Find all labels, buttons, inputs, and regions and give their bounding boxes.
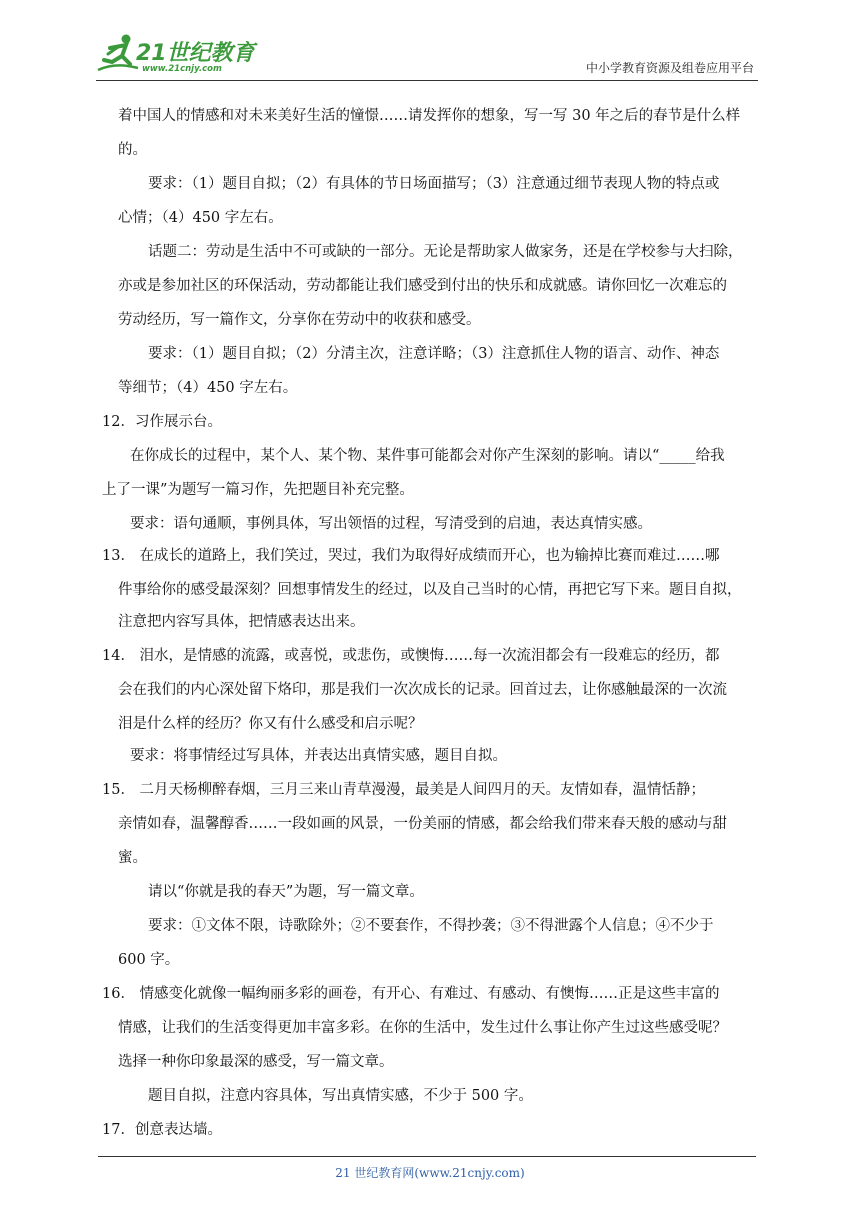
- footer-link[interactable]: 21 世纪教育网(www.21cnjy.com): [335, 1166, 525, 1180]
- page-header: [96, 30, 758, 81]
- text-line: 泪是什么样的经历？你又有什么感受和启示呢？: [118, 716, 423, 732]
- text-line: 600 字。: [118, 952, 180, 968]
- question-heading: 16． 情感变化就像一幅绚丽多彩的画卷，有开心、有难过、有感动、有懊悔……正是这些丰富的: [102, 986, 720, 1002]
- text-line: 着中国人的情感和对未来美好生活的憧憬……请发挥你的想象，写一写 30 年之后的春节是什么样: [118, 108, 741, 124]
- text-line: 心情；（4）450 字左右。: [118, 210, 283, 226]
- text-line: 要求：（1）题目自拟；（2）有具体的节日场面描写；（3）注意通过细节表现人物的特点或: [148, 176, 720, 192]
- text-line: 题目自拟，注意内容具体，写出真情实感，不少于 500 字。: [148, 1088, 533, 1104]
- text-line: 件事给你的感受最深刻？回想事情发生的经过，以及自己当时的心情，再把它写下来。题目自拟，: [118, 582, 742, 598]
- text-line: 的。: [118, 142, 147, 158]
- site-logo[interactable]: [96, 30, 266, 78]
- platform-name: 中小学教育资源及组卷应用平台: [585, 61, 754, 75]
- text-line: 上了一课”为题写一篇习作，先把题目补充完整。: [102, 482, 414, 498]
- text-line: 等细节；（4）450 字左右。: [118, 380, 298, 396]
- text-line: 劳动经历，写一篇作文，分享你在劳动中的收获和感受。: [118, 312, 481, 328]
- text-line: 要求：（1）题目自拟；（2）分清主次，注意详略；（3）注意抓住人物的语言、动作、神态: [148, 346, 720, 362]
- runner-logo-icon: [96, 32, 140, 74]
- text-line: 选择一种你印象最深的感受，写一篇文章。: [118, 1054, 394, 1070]
- question-heading: 17．创意表达墙。: [102, 1122, 222, 1138]
- text-line: 要求：将事情经过写具体，并表达出真情实感，题目自拟。: [130, 748, 507, 764]
- question-heading: 14． 泪水，是情感的流露，或喜悦，或悲伤，或懊悔……每一次流泪都会有一段难忘的经历，都: [102, 648, 720, 664]
- footer-divider: [98, 1156, 756, 1157]
- logo-url: www.21cnjy.com: [142, 64, 222, 74]
- question-heading: 12．习作展示台。: [102, 414, 222, 430]
- text-line: 要求：语句通顺，事例具体，写出领悟的过程，写清受到的启迪，表达真情实感。: [130, 516, 652, 532]
- text-line: 情感，让我们的生活变得更加丰富多彩。在你的生活中，发生过什么事让你产生过这些感受呢？: [118, 1020, 727, 1036]
- text-line: 在你成长的过程中，某个人、某个物、某件事可能都会对你产生深刻的影响。请以“_____给我: [130, 448, 725, 464]
- text-line: 蜜。: [118, 850, 147, 866]
- question-heading: 15． 二月天杨柳醉春烟，三月三来山青草漫漫，最美是人间四月的天。友情如春，温情恬静；: [102, 782, 706, 798]
- text-line: 会在我们的内心深处留下烙印，那是我们一次次成长的记录。回首过去，让你感触最深的一次流: [118, 682, 727, 698]
- text-line: 亦或是参加社区的环保活动，劳动都能让我们感受到付出的快乐和成就感。请你回忆一次难忘的: [118, 278, 727, 294]
- text-line: 亲情如春，温馨醇香……一段如画的风景，一份美丽的情感，都会给我们带来春天般的感动与甜: [118, 816, 727, 832]
- text-line: 注意把内容写具体，把情感表达出来。: [118, 614, 365, 630]
- text-line: 话题二：劳动是生活中不可或缺的一部分。无论是帮助家人做家务，还是在学校参与大扫除，: [148, 244, 743, 260]
- text-line: 要求：①文体不限，诗歌除外；②不要套作，不得抄袭；③不得泄露个人信息；④不少于: [148, 918, 714, 934]
- logo-wordmark: 21世纪教育: [136, 41, 255, 66]
- question-heading: 13． 在成长的道路上，我们笑过，哭过，我们为取得好成绩而开心，也为输掉比赛而难过……哪: [102, 548, 720, 564]
- text-line: 请以“你就是我的春天”为题，写一篇文章。: [148, 884, 424, 900]
